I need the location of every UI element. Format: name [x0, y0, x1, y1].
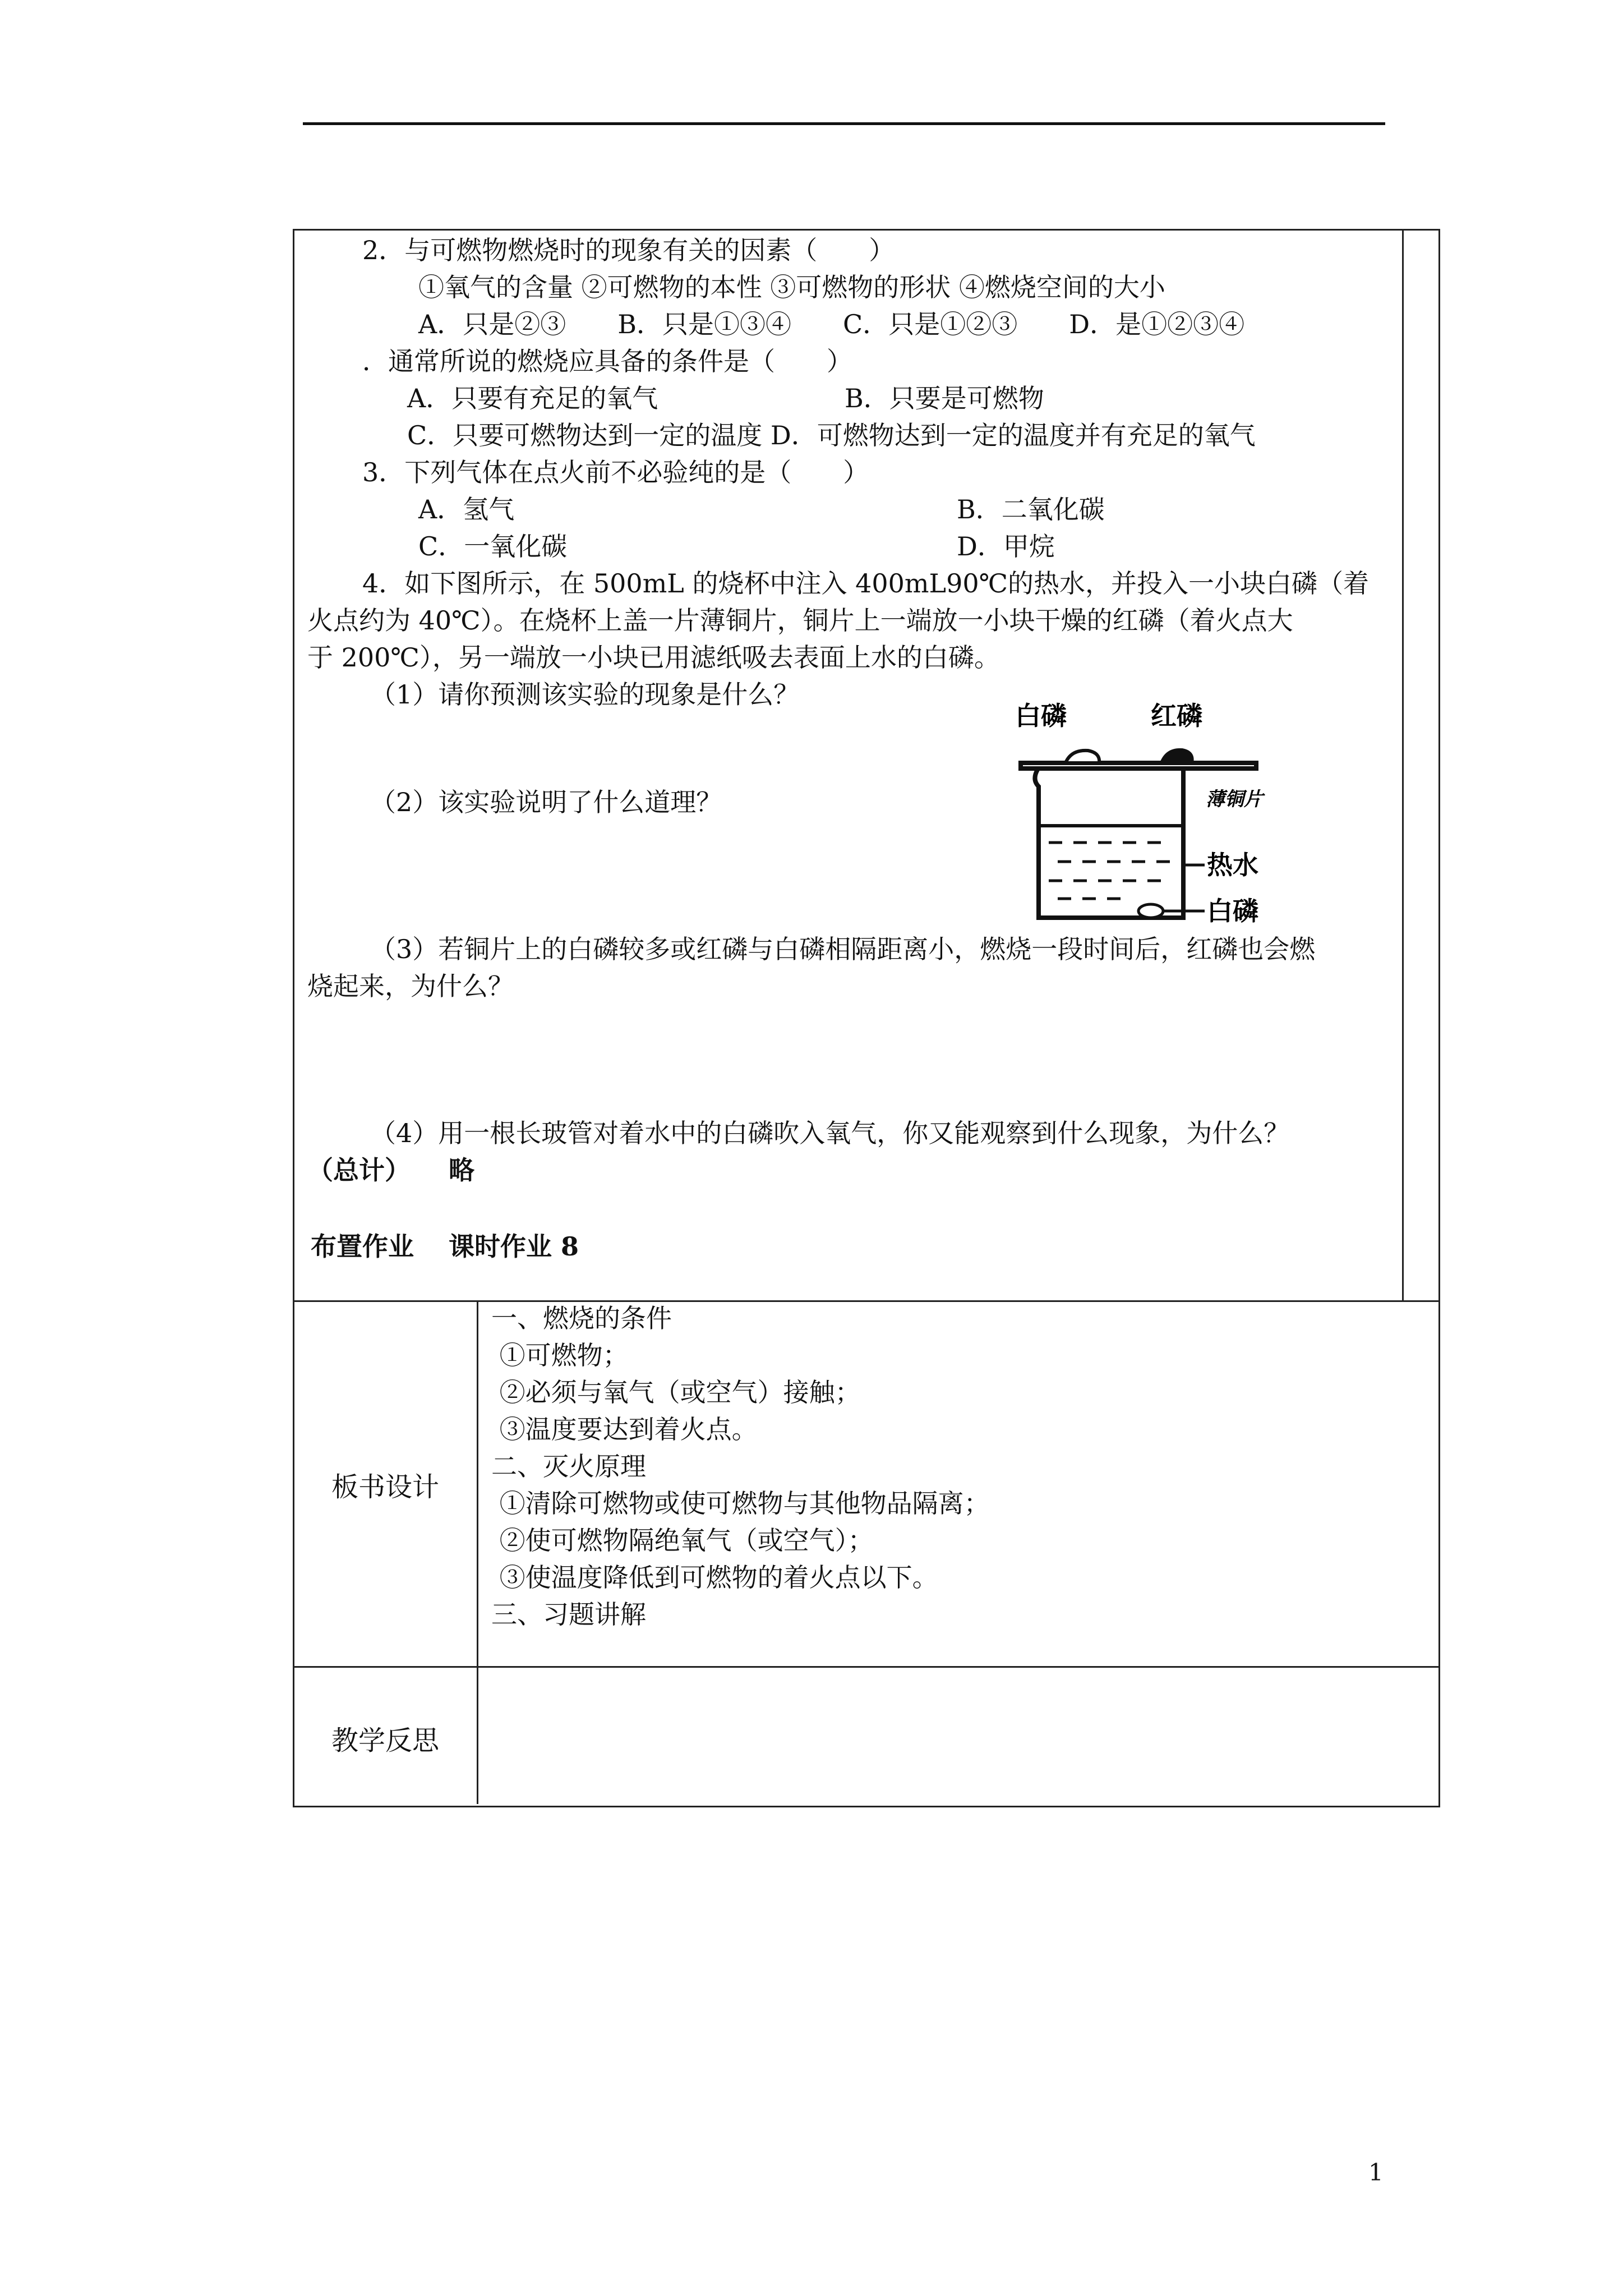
board-line-6: ①清除可燃物或使可燃物与其他物品隔离； — [491, 1488, 990, 1519]
board-line-3: ②必须与氧气（或空气）接触； — [491, 1377, 861, 1407]
board-design-label: 板书设计 — [331, 1471, 439, 1503]
red-phosphorus-label: 红磷 — [1151, 701, 1202, 731]
question-4-part-2: （2）该实验说明了什么道理？ — [370, 787, 722, 817]
question-conditions-a: A．只要有充足的氧气 — [407, 383, 658, 413]
board-line-2: ①可燃物； — [491, 1340, 629, 1370]
white-phosphorus-bottom-label: 白磷 — [1207, 896, 1258, 926]
question-3-d: D．甲烷 — [957, 531, 1055, 562]
homework-value: 课时作业 8 — [449, 1231, 579, 1262]
red-phosphorus-on-plate — [1161, 749, 1193, 763]
hot-water-label: 热水 — [1207, 850, 1258, 880]
question-3-c: C．一氧化碳 — [418, 531, 568, 562]
board-line-7: ②使可燃物隔绝氧气（或空气）； — [491, 1525, 874, 1556]
question-4-part-4: （4）用一根长玻管对着水中的白磷吹入氧气，你又能观察到什么现象，为什么？ — [370, 1118, 1290, 1148]
question-3: 3．下列气体在点火前不必验纯的是（ ） — [362, 457, 869, 487]
question-4-line-1: 4．如下图所示，在 500mL 的烧杯中注入 400mL90℃的热水，并投入一小块白磷（着 — [362, 568, 1370, 599]
page-number: 1 — [1368, 2159, 1384, 2186]
white-phosphorus-in-water — [1138, 904, 1163, 918]
copper-plate-label: 薄铜片 — [1206, 788, 1263, 811]
white-phosphorus-top-label: 白磷 — [1015, 701, 1067, 731]
question-2-items: ①氧气的含量 ②可燃物的本性 ③可燃物的形状 ④燃烧空间的大小 — [418, 272, 1165, 302]
board-line-9: 三、习题讲解 — [491, 1599, 646, 1630]
board-line-8: ③使温度降低到可燃物的着火点以下。 — [491, 1562, 938, 1593]
row-divider-2 — [293, 1666, 1438, 1668]
question-3-a: A．氢气 — [418, 494, 515, 524]
experiment-figure — [1004, 696, 1295, 931]
question-3-b: B．二氧化碳 — [957, 494, 1105, 524]
header-rule — [303, 122, 1385, 125]
question-2-options: A．只是②③ B．只是①③④ C．只是①②③ D．是①②③④ — [418, 309, 1245, 339]
board-line-1: 一、燃烧的条件 — [491, 1303, 672, 1333]
board-line-4: ③温度要达到着火点。 — [491, 1414, 758, 1444]
row-divider-1 — [293, 1300, 1438, 1302]
question-4-part-3-line-2: 烧起来，为什么？ — [307, 971, 514, 1001]
water-dashes — [1049, 843, 1170, 899]
question-4-part-3-line-1: （3）若铜片上的白磷较多或红磷与白磷相隔距离小，燃烧一段时间后，红磷也会燃 — [370, 934, 1316, 964]
teaching-reflection-label: 教学反思 — [331, 1725, 439, 1756]
homework-label: 布置作业 — [311, 1231, 414, 1262]
summary-label: （总计） — [307, 1155, 411, 1185]
question-4-part-1: （1）请你预测该实验的现象是什么？ — [370, 679, 800, 710]
copper-plate — [1021, 763, 1256, 769]
question-conditions-cd: C．只要可燃物达到一定的温度 D．可燃物达到一定的温度并有充足的氧气 — [407, 420, 1256, 450]
summary-value: 略 — [449, 1155, 474, 1185]
question-2: 2．与可燃物燃烧时的现象有关的因素（ ） — [362, 235, 895, 265]
white-phosphorus-on-plate — [1066, 751, 1099, 763]
question-conditions: ．通常所说的燃烧应具备的条件是（ ） — [362, 346, 852, 376]
board-line-5: 二、灭火原理 — [491, 1451, 646, 1481]
question-4-line-2: 火点约为 40℃）。在烧杯上盖一片薄铜片，铜片上一端放一小块干燥的红磷（着火点大 — [307, 605, 1293, 636]
question-4-line-3: 于 200℃），另一端放一小块已用滤纸吸去表面上水的白磷。 — [307, 642, 1000, 673]
question-conditions-b: B．只要是可燃物 — [845, 383, 1044, 413]
right-column-divider — [1402, 229, 1404, 1301]
